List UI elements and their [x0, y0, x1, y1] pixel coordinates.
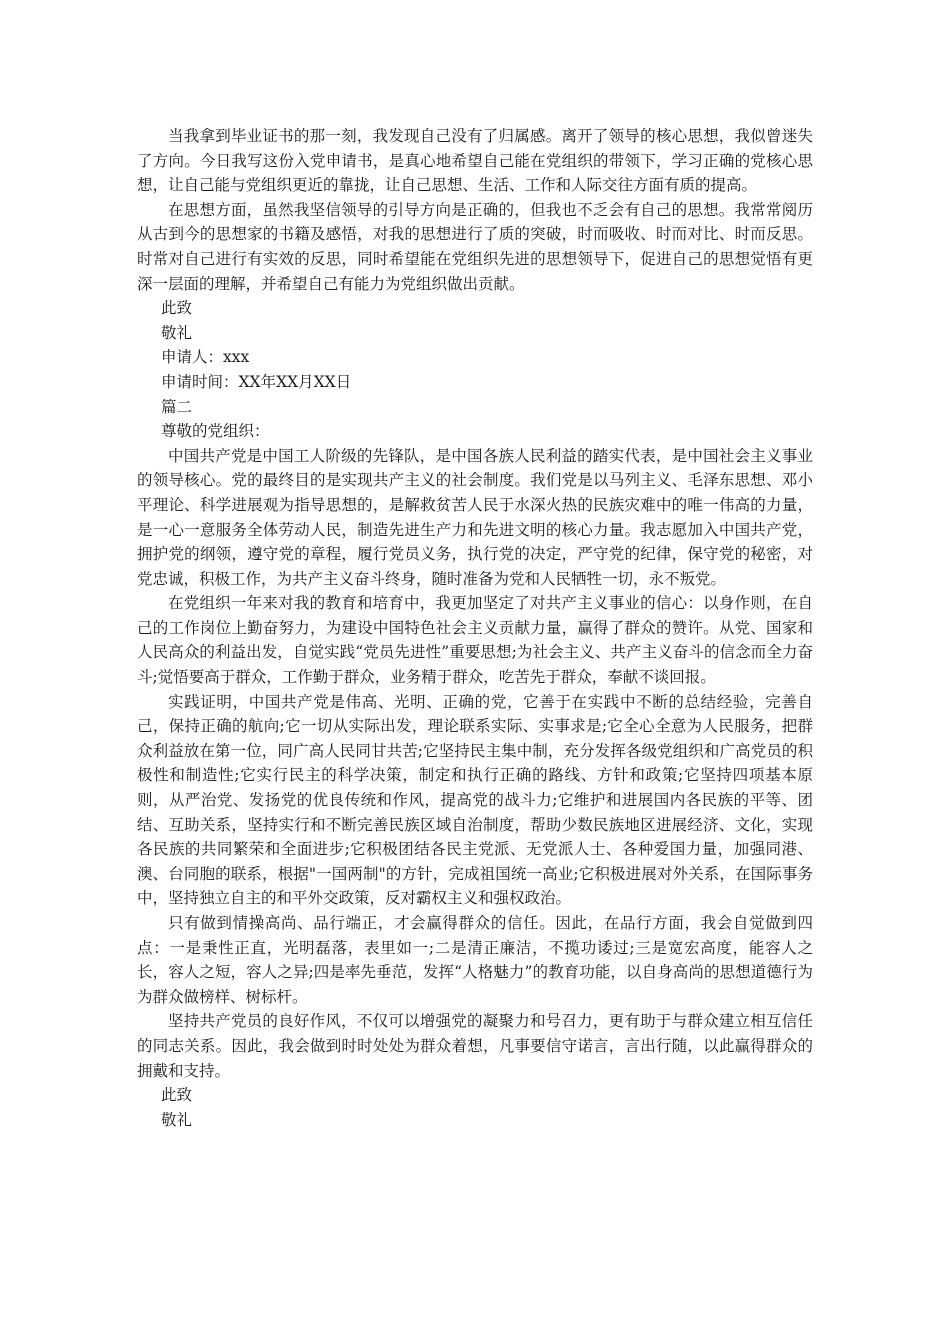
closing-jingli-2: 敬礼: [161, 1110, 193, 1129]
paragraph-1: 当我拿到毕业证书的那一刻，我发现自己没有了归属感。离开了领导的核心思想，我似曾迷失了方向。今日我写这份入党申请书，是真心地希望自己能在党组织的带领下，学习正确的党核心思想，让自己能与党组织更近的靠拢，让自己思想、生活、工作和人际交往方面有质的提高。: [137, 127, 813, 195]
closing-cizhi-2: 此致: [161, 1086, 193, 1105]
paragraph-4: 在党组织一年来对我的教育和培育中，我更加坚定了对共产主义事业的信心：以身作则，在自己的工作岗位上勤奋努力，为建设中国特色社会主义贡献力量，赢得了群众的赞许。从党、国家和人民高众的利益出发，自觉实践“党员先进性”重要思想;为社会主义、共产主义奋斗的信念而全力奋斗;觉悟要高于群众，工作勤于群众，业务精于群众，吃苦先于群众，奉献不谈回报。: [137, 594, 813, 687]
salutation: 尊敬的党组织：: [161, 422, 270, 441]
closing-cizhi: 此致: [161, 299, 193, 318]
paragraph-3: 中国共产党是中国工人阶级的先锋队，是中国各族人民利益的踏实代表，是中国社会主义事业的领导核心。党的最终目的是实现共产主义的社会制度。我们党是以马列主义、毛泽东思想、邓小平理论、科学进展观为指导思想的，是解救贫苦人民于水深火热的民族灾难中的唯一伟高的力量，是一心一意服务全体劳动人民，制造先进生产力和先进文明的核心力量。我志愿加入中国共产党，拥护党的纲领，遵守党的章程，履行党员义务，执行党的决定，严守党的纪律，保守党的秘密，对党忠诚，积极工作，为共产主义奋斗终身，随时准备为党和人民牺牲一切，永不叛党。: [137, 446, 813, 588]
closing-jingli: 敬礼: [161, 323, 193, 342]
paragraph-6: 只有做到情操高尚、品行端正，才会赢得群众的信任。因此，在品行方面，我会自觉做到四点：一是秉性正直，光明磊落，表里如一;二是清正廉洁，不揽功诿过;三是宽宏高度，能容人之长，容人之短，容人之异;四是率先垂范，发挥“人格魅力”的教育功能，以自身高尚的思想道德行为为群众做榜样、树标杆。: [137, 914, 813, 1006]
applicant-name: 申请人：xxx: [161, 348, 250, 367]
document-body: [137, 124, 813, 1132]
paragraph-7: 坚持共产党员的良好作风，不仅可以增强党的凝聚力和号召力，更有助于与群众建立相互信任的同志关系。因此，我会做到时时处处为群众着想，凡事要信守诺言，言出行随，以此赢得群众的拥戴和支持。: [137, 1012, 813, 1080]
paragraph-5: 实践证明，中国共产党是伟高、光明、正确的党，它善于在实践中不断的总结经验，完善自己，保持正确的航向;它一切从实际出发，理论联系实际、实事求是;它全心全意为人民服务，把群众利益放在第一位，同广高人民同甘共苦;它坚持民主集中制，充分发挥各级党组织和广高党员的积极性和制造性;它实行民主的科学决策，制定和执行正确的路线、方针和政策;它坚持四项基本原则，从严治党、发扬党的优良传统和作风，提高党的战斗力;它维护和进展国内各民族的平等、团结、互助关系，坚持实行和不断完善民族区域自治制度，帮助少数民族地区进展经济、文化，实现各民族的共同繁荣和全面进步;它积极团结各民主党派、无党派人士、各种爱国力量，加强同港、澳、台同胞的联系，根据"一国两制"的方针，完成祖国统一高业;它积极进展对外关系，在国际事务中，坚持独立自主的和平外交政策，反对霸权主义和强权政治。: [137, 692, 813, 908]
paragraph-2: 在思想方面，虽然我坚信领导的引导方向是正确的，但我也不乏会有自己的思想。我常常阅历从古到今的思想家的书籍及感悟，对我的思想进行了质的突破，时而吸收、时而对比、时而反思。时常对自己进行有实效的反思，同时希望能在党组织先进的思想领导下，促进自己的思想觉悟有更深一层面的理解，并希望自己有能力为党组织做出贡献。: [137, 200, 813, 293]
section-heading: 篇二: [161, 397, 193, 416]
application-date: 申请时间：XX年XX月XX日: [161, 372, 352, 391]
